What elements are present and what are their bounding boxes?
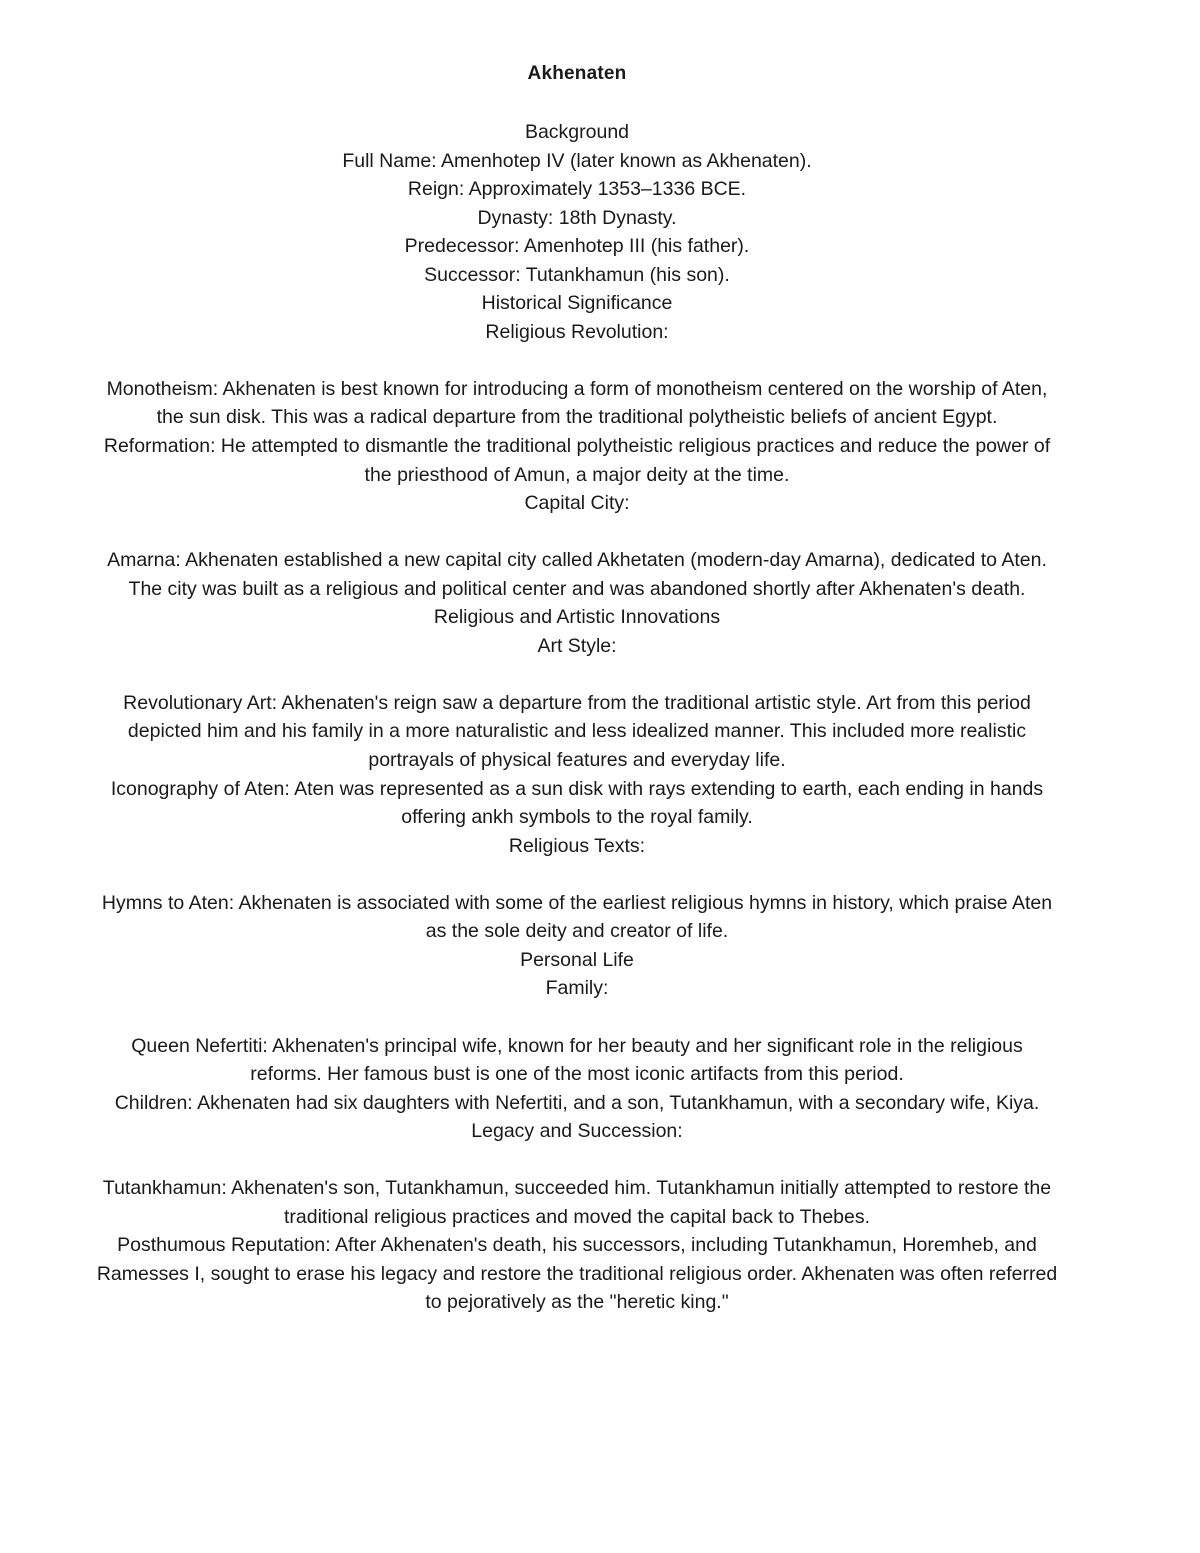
heading-personal-life: Personal Life xyxy=(520,948,634,971)
line-predecessor: Predecessor: Amenhotep III (his father). xyxy=(404,235,750,258)
document-title: Akhenaten xyxy=(527,63,627,84)
line-dynasty: Dynasty: 18th Dynasty. xyxy=(477,206,677,229)
subheading-family: Family: xyxy=(545,977,609,1000)
subheading-religious-texts: Religious Texts: xyxy=(508,834,646,857)
blank-line xyxy=(94,346,1060,375)
line-reign: Reign: Approximately 1353–1336 BCE. xyxy=(407,178,747,201)
line-full-name: Full Name: Amenhotep IV (later known as Akhenaten). xyxy=(342,149,812,172)
paragraph-children: Children: Akhenaten had six daughters with Nefertiti, and a son, Tutankhamun, with a secondary wife, Kiya. xyxy=(114,1091,1040,1114)
blank-line xyxy=(94,518,1060,547)
paragraph-hymns-to-aten: Hymns to Aten: Akhenaten is associated with some of the earliest religious hymns in history, which praise Aten as the sole deity and creator of life. xyxy=(101,891,1053,943)
subheading-legacy-succession: Legacy and Succession: xyxy=(471,1120,683,1143)
blank-line xyxy=(94,860,1060,889)
paragraph-iconography-of-aten: Iconography of Aten: Aten was represented as a sun disk with rays extending to earth, each ending in hands offering ankh symbols to the royal family. xyxy=(110,777,1044,829)
subheading-art-style: Art Style: xyxy=(537,634,617,657)
line-successor: Successor: Tutankhamun (his son). xyxy=(424,263,730,286)
blank-line xyxy=(94,1003,1060,1032)
paragraph-revolutionary-art: Revolutionary Art: Akhenaten's reign saw a departure from the traditional artistic style. Art from this period depicted him and his family in a more naturalistic and less idealized manner. This included more realistic portrayals of physical features and everyday life. xyxy=(123,691,1031,772)
subheading-religious-revolution: Religious Revolution: xyxy=(485,320,669,343)
heading-historical-significance: Historical Significance xyxy=(481,292,673,315)
blank-line xyxy=(94,660,1060,689)
paragraph-tutankhamun: Tutankhamun: Akhenaten's son, Tutankhamun, succeeded him. Tutankhamun initially attempted to restore the traditional religious practices and moved the capital back to Thebes. xyxy=(102,1177,1052,1228)
heading-background: Background xyxy=(524,121,630,143)
paragraph-amarna: Amarna: Akhenaten established a new capital city called Akhetaten (modern-day Amarna), dedicated to Aten. The city was built as a religious and political center and was abandoned shortly after Akhenaten's death. xyxy=(107,549,1047,600)
heading-religious-artistic-innovations: Religious and Artistic Innovations xyxy=(433,606,721,629)
subheading-capital-city: Capital City: xyxy=(524,492,630,515)
blank-line xyxy=(94,1146,1060,1175)
paragraph-reformation: Reformation: He attempted to dismantle the traditional polytheistic religious practices and reduce the power of the priesthood of Amun, a major deity at the time. xyxy=(103,435,1051,486)
document-body xyxy=(94,118,1060,1317)
paragraph-queen-nefertiti: Queen Nefertiti: Akhenaten's principal wife, known for her beauty and her significant role in the religious reforms. Her famous bust is one of the most iconic artifacts from this period. xyxy=(131,1034,1023,1086)
paragraph-posthumous-reputation: Posthumous Reputation: After Akhenaten's death, his successors, including Tutankhamun, Horemheb, and Ramesses I, sought to erase his legacy and restore the traditional religious order. Akhenaten was often referred to pejoratively as the "heretic king." xyxy=(96,1234,1058,1314)
paragraph-monotheism: Monotheism: Akhenaten is best known for introducing a form of monotheism centered on the worship of Aten, the sun disk. This was a radical departure from the traditional polytheistic beliefs of ancient Egypt. xyxy=(106,377,1048,429)
